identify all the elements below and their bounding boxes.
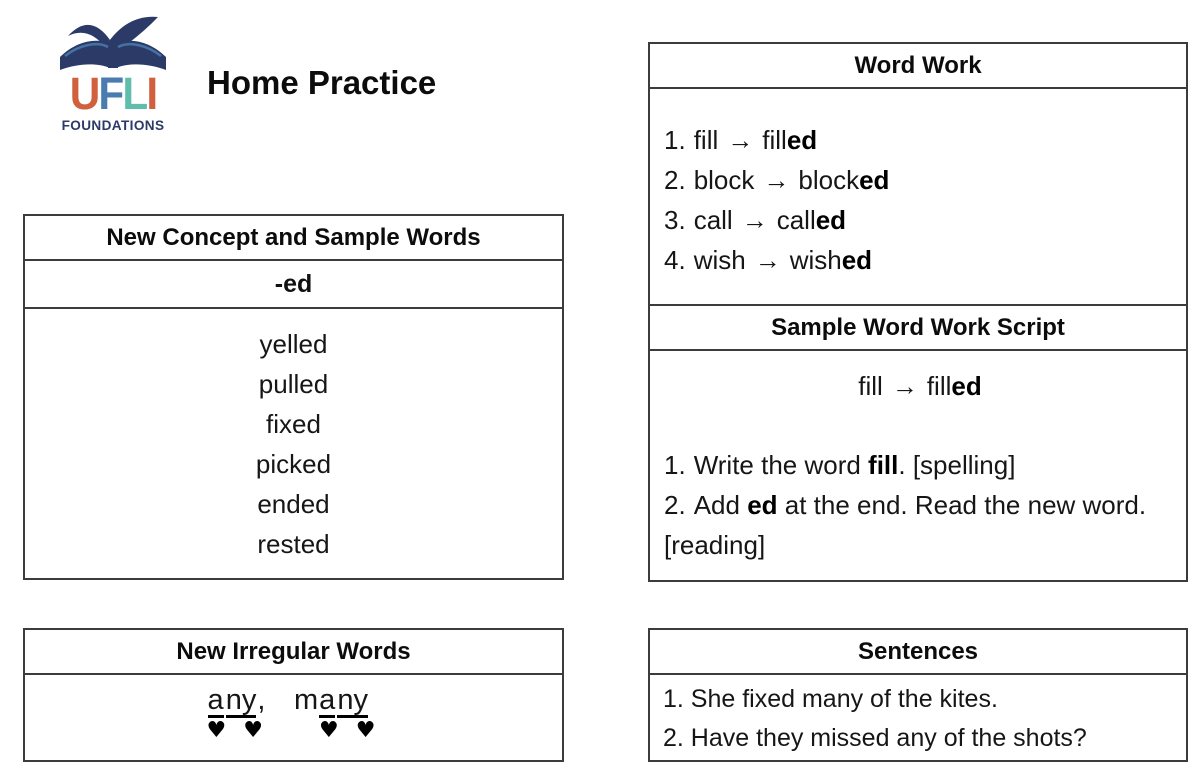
step-bold: ed xyxy=(747,490,778,520)
arrow-icon: → xyxy=(754,245,781,275)
irregular-header: New Irregular Words xyxy=(25,630,562,675)
underlined-part: a xyxy=(207,684,224,716)
item-number: 1. xyxy=(664,125,686,155)
sentences-box xyxy=(648,628,1188,762)
item-number: 1. xyxy=(664,450,686,480)
word-work-item xyxy=(664,240,1178,280)
plain-part: m xyxy=(294,684,319,716)
concept-label: -ed xyxy=(25,261,562,309)
sentence: 1. She fixed many of the kites. xyxy=(663,685,998,713)
underlined-part: ny xyxy=(337,684,368,716)
result-word: wish xyxy=(789,245,842,275)
item-number: 2. xyxy=(664,490,686,520)
step-text: Add xyxy=(693,490,748,520)
word-work-header: Word Work xyxy=(650,44,1186,89)
result-word: fill xyxy=(762,125,787,155)
plain-part: , xyxy=(257,684,266,716)
step-text: . [spelling] xyxy=(898,450,1016,480)
word-work-item xyxy=(664,120,1178,160)
sample-word: fixed xyxy=(266,409,321,439)
page-title: Home Practice xyxy=(207,64,437,101)
suffix: ed xyxy=(951,371,982,401)
word-work-item xyxy=(664,200,1178,240)
item-number: 4. xyxy=(664,245,686,275)
logo-letter: I xyxy=(146,68,157,119)
script-content xyxy=(650,351,1186,580)
step-text: Write the word xyxy=(693,450,869,480)
base-word: block xyxy=(693,165,755,195)
irregular-word-any xyxy=(207,684,268,743)
logo-subtitle: FOUNDATIONS xyxy=(61,116,165,133)
concept-box-header: New Concept and Sample Words xyxy=(25,216,562,261)
sample-word: pulled xyxy=(258,369,329,399)
irregular-word-many xyxy=(294,684,380,743)
result-word: call xyxy=(776,205,816,235)
underlined-part: ny xyxy=(225,684,257,716)
suffix: ed xyxy=(786,125,818,155)
result-word: fill xyxy=(926,371,952,401)
suffix: ed xyxy=(859,165,890,195)
script-header: Sample Word Work Script xyxy=(650,306,1186,351)
word-work-item xyxy=(664,160,1178,200)
suffix: ed xyxy=(841,245,873,275)
arrow-icon: → xyxy=(763,165,790,195)
sentences-header: Sentences xyxy=(650,630,1186,675)
word-work-box xyxy=(648,42,1188,582)
new-concept-box xyxy=(23,214,564,580)
step-text: at the end. Read the new word. [reading] xyxy=(664,490,1147,560)
base-word: wish xyxy=(693,245,746,275)
sample-word: rested xyxy=(257,529,330,559)
result-word: block xyxy=(798,165,860,195)
logo-letter: F xyxy=(98,68,123,119)
item-number: 3. xyxy=(664,205,686,235)
script-steps xyxy=(664,445,1176,565)
arrow-icon: → xyxy=(891,371,918,401)
ufli-wordmark xyxy=(48,68,178,119)
sample-word: ended xyxy=(257,489,330,519)
sample-word-list xyxy=(25,309,562,578)
logo-letter: U xyxy=(69,68,99,119)
script-step xyxy=(664,485,1176,565)
ufli-book-bird-icon xyxy=(52,10,174,74)
suffix: ed xyxy=(815,205,847,235)
sample-word: yelled xyxy=(259,329,328,359)
ufli-logo xyxy=(44,10,182,133)
sample-word: picked xyxy=(255,449,332,479)
sentence: 2. Have they missed any of the shots? xyxy=(663,724,1087,752)
script-step xyxy=(664,445,1176,485)
logo-letter: L xyxy=(122,68,147,119)
base-word: fill xyxy=(693,125,719,155)
step-bold: fill xyxy=(868,450,899,480)
base-word: call xyxy=(693,205,733,235)
word-work-list xyxy=(650,89,1186,306)
arrow-icon: → xyxy=(741,205,768,235)
heart-icons: ♥ ♥ xyxy=(319,718,381,743)
arrow-icon: → xyxy=(727,125,754,155)
irregular-words xyxy=(25,675,562,760)
item-number: 2. xyxy=(664,165,686,195)
new-irregular-words-box xyxy=(23,628,564,762)
underlined-part: a xyxy=(319,684,336,716)
sentence-list xyxy=(650,675,1186,760)
heart-icons: ♥ ♥ xyxy=(206,718,268,743)
script-example xyxy=(664,366,1176,406)
base-word: fill xyxy=(858,371,883,401)
